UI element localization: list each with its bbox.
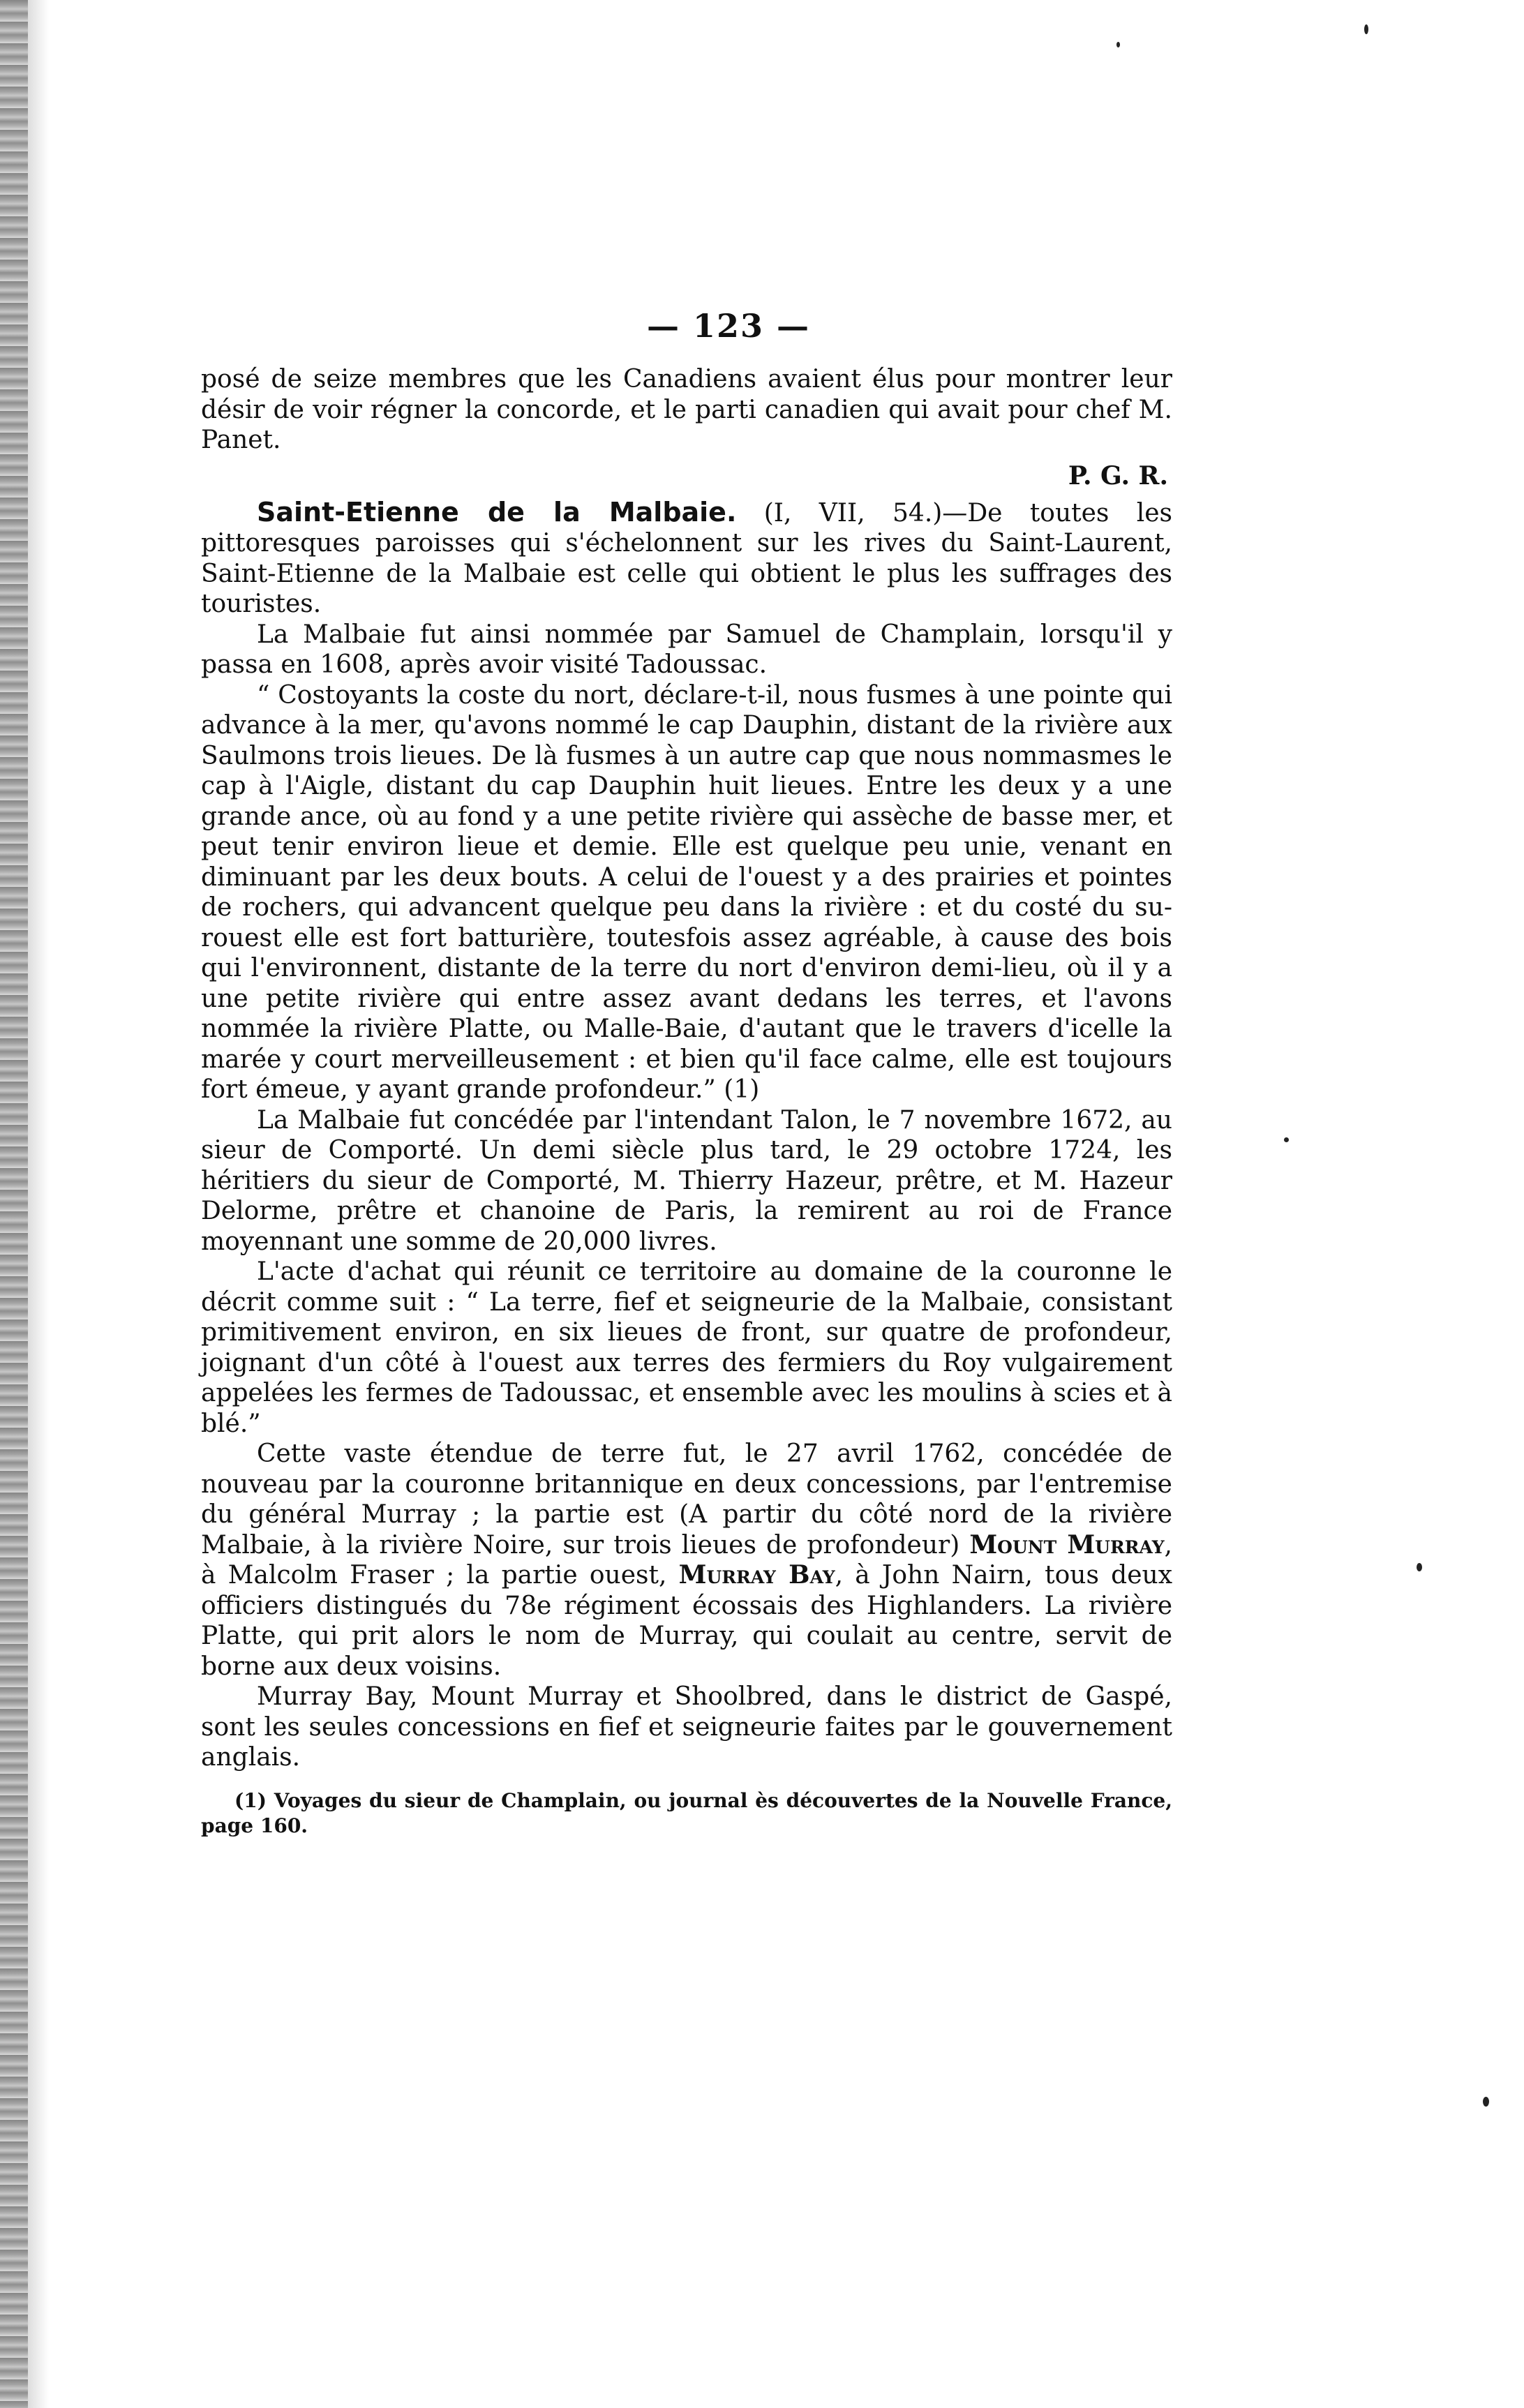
article-title: Saint-Etienne de la Malbaie. bbox=[257, 496, 737, 528]
scan-speck bbox=[1417, 1563, 1422, 1571]
body-paragraph-champlain-quote: “ Costoyants la coste du nort, déclare-t-il, nous fusmes à une pointe qui advance à la mer, qu'avons nommé le cap Dauphin, distant de la rivière aux Saulmons trois lieues. De là fusmes à un autre cap que nous nommasmes le cap à l'Aigle, distant du cap Dauphin huit lieues. Entre les deux y a une grande ance, où au fond y a une petite rivière qui assèche de basse mer, et peut tenir environ lieue et demie. Elle est quelque peu unie, venant en diminuant par les deux bouts. A celui de l'ouest y a des prairies et pointes de rochers, qui advancent quelque peu dans la rivière : et du costé du su-rouest elle est fort batturière, toutesfois assez agréable, à cause des bois qui l'environnent, distante de la terre du nort d'environ demi-lieu, où il y a une petite rivière qui entre assez avant dedans les terres, et l'avons nommée la rivière Platte, ou Malle-Baie, d'autant que le travers d'icelle la marée y court merveilleusement : et bien qu'il face calme, elle est toujours fort émeue, y ayant grande profondeur.” (1) bbox=[201, 680, 1172, 1104]
article-reference: (I, VII, 54.)— bbox=[736, 498, 968, 528]
page-number: — 123 — bbox=[646, 307, 811, 345]
footnote: (1) Voyages du sieur de Champlain, ou journal ès découvertes de la Nouvelle France, page 160. bbox=[201, 1788, 1172, 1837]
body-paragraph-british-concession bbox=[201, 1439, 1172, 1682]
body-paragraph-naming: La Malbaie fut ainsi nommée par Samuel de Champlain, lorsqu'il y passa en 1608, après avoir visité Tadoussac. bbox=[201, 620, 1172, 679]
scan-speck bbox=[1284, 1137, 1289, 1142]
author-initials: P. G. R. bbox=[1068, 461, 1168, 491]
continuation-paragraph: posé de seize membres que les Canadiens avaient élus pour montrer leur désir de voir régner la concorde, et le parti canadien qui avait pour chef M. Panet. bbox=[201, 365, 1172, 454]
place-name-murray-bay: Murray Bay bbox=[678, 1560, 835, 1590]
article-heading-paragraph bbox=[201, 498, 1172, 620]
body-paragraph-concession-talon: La Malbaie fut concédée par l'intendant Talon, le 7 novembre 1672, au sieur de Comporté. Un demi siècle plus tard, le 29 octobre 1724, les héritiers du sieur de Comporté, M. Thierry Hazeur, prêtre, et M. Hazeur Delorme, prêtre et chanoine de Paris, la remirent au roi de France moyennant une somme de 20,000 livres. bbox=[201, 1105, 1172, 1256]
article-intro: De toutes les pittoresques paroisses qui s'échelonnent sur les rives du Saint-Laurent, Saint-Etienne de la Malbaie est celle qui obtient le plus les suffrages des touristes. bbox=[201, 498, 1173, 618]
scan-speck bbox=[1116, 42, 1120, 47]
place-name-mount-murray: Mount Murray bbox=[969, 1530, 1165, 1560]
concession-text-1: Cette vaste étendue de terre fut, le 27 avril 1762, concédée de nouveau par la couronne britannique en deux concessions, par l'entremise du général Murray ; la partie est (A partir du côté nord de la rivière Malbaie, à la rivière Noire, sur trois lieues de profondeur) bbox=[201, 1439, 1172, 1560]
concession-text-3: , à John Nairn, tous deux officiers distingués du 78e régiment écossais des Highlanders. La rivière Platte, qui prit alors le nom de Murray, qui coulait au centre, servit de borne aux deux voisins. bbox=[201, 1561, 1172, 1681]
scan-speck bbox=[1483, 2097, 1489, 2107]
scan-speck bbox=[1364, 24, 1368, 34]
concession-text-2: , à Malcolm Fraser ; la partie ouest, bbox=[201, 1530, 1172, 1590]
scan-edge-shadow bbox=[0, 0, 28, 2408]
document-page bbox=[201, 307, 1172, 1839]
body-paragraph-deed: L'acte d'achat qui réunit ce territoire au domaine de la couronne le décrit comme suit : “ La terre, fief et seigneurie de la Malbaie, consistant primitivement environ, en six lieues de front, sur quatre de profondeur, joignant d'un côté à l'ouest aux terres des fermiers du Roy vulgairement appelées les fermes de Tadoussac, et ensemble avec les moulins à scies et à blé.” bbox=[201, 1257, 1172, 1438]
scan-edge-gradient bbox=[28, 0, 49, 2408]
body-paragraph-closing: Murray Bay, Mount Murray et Shoolbred, dans le district de Gaspé, sont les seules concessions en fief et seigneurie faites par le gouvernement anglais. bbox=[201, 1682, 1172, 1772]
